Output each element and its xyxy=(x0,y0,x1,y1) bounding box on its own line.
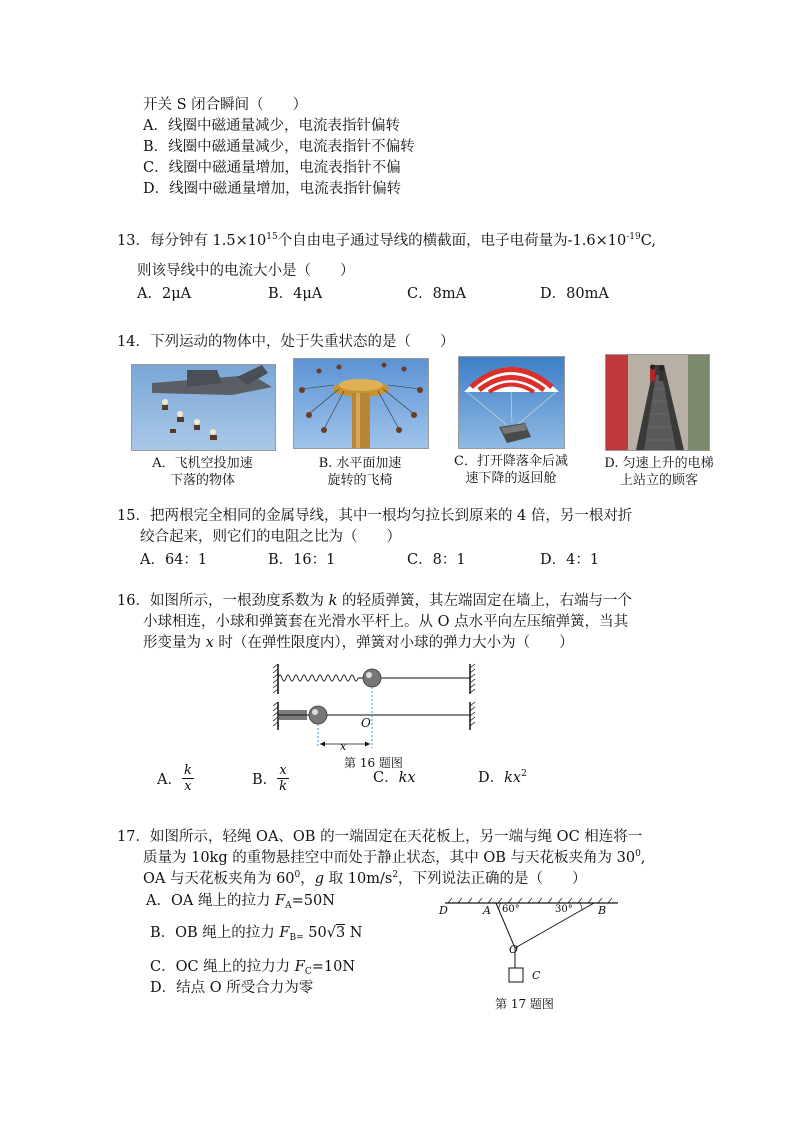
q17-l2b: , xyxy=(640,850,646,866)
q17-figure-caption: 第 17 题图 xyxy=(495,997,554,1011)
q16-l1b: 的轻质弹簧，其左端固定在墙上，右端与一个 xyxy=(337,593,632,609)
rope-diagram xyxy=(430,895,625,995)
parachute-illustration xyxy=(459,357,564,448)
q13-option-c[interactable]: C．8mA xyxy=(407,286,467,302)
q17-l3d: ，下列说法正确的是（ ） xyxy=(398,871,587,887)
q17-opt-b-c: N xyxy=(345,925,363,941)
q12-option-a[interactable]: A．线圈中磁通量减少，电流表指针偏转 xyxy=(143,118,400,134)
parachute-photo xyxy=(458,356,565,449)
q16-option-a[interactable] xyxy=(157,763,194,794)
spring-diagram xyxy=(270,660,480,755)
q16-l3b: 时（在弹性限度内），弹簧对小球的弹力大小为（ ） xyxy=(213,635,574,651)
q13-option-d[interactable]: D．80mA xyxy=(540,286,609,302)
caption-d: D. 匀速上升的电梯 上站立的顾客 xyxy=(604,456,714,488)
q17-stem xyxy=(117,827,642,847)
angle-30-label: 30° xyxy=(555,904,573,915)
q15-option-b[interactable]: B．16：1 xyxy=(268,552,336,568)
q16-stem-line2: 小球相连，小球和弹簧套在光滑水平杆上。从 O 点水平向左压缩弹簧，当其 xyxy=(143,614,629,630)
q16-opt-d-label: D． xyxy=(478,770,505,786)
q14-stem xyxy=(117,332,454,352)
escalator-illustration xyxy=(606,355,709,450)
q17-option-d[interactable]: D．结点 O 所受合力为零 xyxy=(150,980,314,996)
q17-l3-exp2: 2 xyxy=(392,870,399,880)
q16-l3a: 形变量为 xyxy=(143,635,206,651)
q17-opt-b-sqrt: 3 xyxy=(335,925,346,941)
airdrop-photo xyxy=(131,364,276,451)
q12-option-b[interactable]: B．线圈中磁通量减少，电流表指针不偏转 xyxy=(143,139,415,155)
q13-option-a[interactable]: A．2μA xyxy=(137,286,192,302)
sqrt-sign: √ xyxy=(326,925,336,941)
q17-l3a: OA 与天花板夹角为 60 xyxy=(143,871,295,887)
q12-option-d[interactable]: D．线圈中磁通量增加，电流表指针偏转 xyxy=(143,181,402,197)
q17-l3b: ， xyxy=(300,871,315,887)
q15-stem-line2: 绞合起来，则它们的电阻之比为（ ） xyxy=(140,529,401,545)
q16-figure-caption: 第 16 题图 xyxy=(344,756,403,770)
q17-opt-a-a: A．OA 绳上的拉力 xyxy=(146,893,276,909)
q16-figure xyxy=(270,660,480,755)
caption-b: B. 水平面加速 旋转的飞椅 xyxy=(318,456,402,488)
point-o-label: O xyxy=(361,716,371,730)
point-c-label: C xyxy=(532,969,541,982)
q15-number: 15． xyxy=(117,508,150,524)
q16-opt-c-label: C． xyxy=(373,770,399,786)
swing-ride-photo xyxy=(293,358,429,449)
airdrop-illustration xyxy=(132,365,275,450)
q16-option-d[interactable] xyxy=(478,768,527,788)
q14-stem-text: 下列运动的物体中，处于失重状态的是（ ） xyxy=(149,334,455,350)
x-label: x xyxy=(340,740,347,753)
q16-opt-d-value: kx xyxy=(504,770,522,786)
q16-x: x xyxy=(205,635,214,651)
q17-opt-a-sub: A xyxy=(285,901,292,911)
q17-opt-b-a: B．OB 绳上的拉力 xyxy=(150,925,280,941)
q12-stem: 开关 S 闭合瞬间（ ） xyxy=(143,97,308,113)
caption-c: C．打开降落伞后减 速下降的返回舱 xyxy=(454,454,568,486)
q15-stem xyxy=(117,506,632,526)
q13-stem-line2: 则该导线中的电流大小是（ ） xyxy=(137,263,355,279)
point-b-label: B xyxy=(598,904,607,917)
q17-opt-b-f: F xyxy=(279,925,290,941)
q17-opt-b-sub: B= xyxy=(289,933,304,943)
q16-stem-line3 xyxy=(143,633,574,653)
q17-option-b[interactable] xyxy=(150,923,362,943)
q13-exp-a: 15 xyxy=(266,232,278,242)
q16-option-b[interactable] xyxy=(252,763,289,794)
swing-ride-illustration xyxy=(294,359,428,448)
q17-opt-b-b: 50 xyxy=(303,925,327,941)
q16-number: 16． xyxy=(117,593,150,609)
q16-opt-a-num: k xyxy=(183,763,192,778)
q16-option-c[interactable] xyxy=(373,768,416,788)
q16-l1a: 如图所示，一根劲度系数为 xyxy=(149,593,329,609)
q16-opt-d-exp: 2 xyxy=(521,769,527,779)
q17-opt-a-b: =50N xyxy=(291,893,335,909)
q17-opt-c-sub: C xyxy=(304,967,312,977)
escalator-photo xyxy=(605,354,710,451)
q14-number: 14． xyxy=(117,334,150,350)
q17-option-a[interactable] xyxy=(146,891,335,911)
q15-option-a[interactable]: A．64：1 xyxy=(140,552,208,568)
caption-a: A．飞机空投加速 下落的物体 xyxy=(152,456,253,488)
point-a-label: A xyxy=(483,904,491,917)
q16-opt-a-den: x xyxy=(184,779,192,794)
q17-opt-c-a: C．OC 绳上的拉力力 xyxy=(150,959,295,975)
q13-stem-a: 每分钟有 1.5×10 xyxy=(149,233,267,249)
q16-opt-b-den: k xyxy=(279,779,288,794)
q13-stem xyxy=(117,231,656,251)
q17-number: 17． xyxy=(117,829,150,845)
q16-opt-b-label: B． xyxy=(252,772,278,788)
q17-g: g xyxy=(314,871,325,887)
q16-stem xyxy=(117,591,632,611)
q17-l3c: 取 10m/s xyxy=(324,871,393,887)
q17-opt-c-f: F xyxy=(294,959,305,975)
q17-option-c[interactable] xyxy=(150,957,355,977)
q15-option-d[interactable]: D．4：1 xyxy=(540,552,600,568)
angle-60-label: 60° xyxy=(502,904,520,915)
q16-k: k xyxy=(328,593,338,609)
q16-opt-b-num: x xyxy=(277,763,289,779)
q17-l1: 如图所示，轻绳 OA、OB 的一端固定在天花板上，另一端与绳 OC 相连将一 xyxy=(149,829,643,845)
point-o-label: O xyxy=(509,943,519,956)
q17-opt-c-b: =10N xyxy=(311,959,356,975)
q17-opt-a-f: F xyxy=(275,893,286,909)
q17-l2-exp: 0 xyxy=(635,849,641,859)
q15-option-c[interactable]: C．8：1 xyxy=(407,552,466,568)
q12-option-c[interactable]: C．线圈中磁通量增加，电流表指针不偏 xyxy=(143,160,401,176)
point-d-label: D xyxy=(439,904,448,917)
q17-figure xyxy=(430,895,625,995)
q13-stem-b: 个自由电子通过导线的横截面，电子电荷量为-1.6×10 xyxy=(277,233,627,249)
q16-opt-c-value: kx xyxy=(398,770,416,786)
q17-stem-line2 xyxy=(143,848,645,868)
q17-stem-line3 xyxy=(143,869,587,889)
q17-l3-exp: 0 xyxy=(294,870,301,880)
q13-option-b[interactable]: B．4μA xyxy=(268,286,323,302)
q15-stem-text: 把两根完全相同的金属导线，其中一根均匀拉长到原来的 4 倍，另一根对折 xyxy=(149,508,633,524)
q13-stem-c: C, xyxy=(640,233,656,249)
q13-number: 13． xyxy=(117,233,150,249)
q13-exp-b: -19 xyxy=(626,232,641,242)
q17-l2a: 质量为 10kg 的重物悬挂空中而处于静止状态，其中 OB 与天花板夹角为 30 xyxy=(143,850,636,866)
q16-opt-a-label: A． xyxy=(157,772,182,788)
